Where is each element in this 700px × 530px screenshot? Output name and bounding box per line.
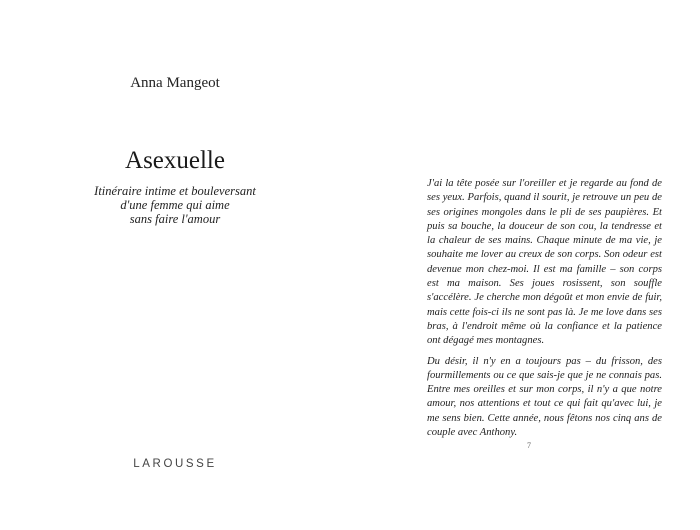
subtitle-line: Itinéraire intime et bouleversant [94,184,256,198]
subtitle-line: d'une femme qui aime [120,198,230,212]
subtitle-line: sans faire l'amour [129,212,221,226]
paragraph: Du désir, il n'y en a toujours pas – du frisson, des fourmillements ou ce que sais-je que je ne connais pas. Entre mes oreilles et sur mon corps, il n'y a que notre amour, nos attentions et tout ce qui fait qu'avec lui, je me sens bien. Cette année, nous fêtons nos cinq ans de couple avec Anthony. [427,355,662,439]
book-title: Asexuelle [125,147,225,174]
paragraph: J'ai la tête posée sur l'oreiller et je regarde au fond de ses yeux. Parfois, quand il sourit, je retrouve un peu de ses origines mongoles dans le pli de ses paupières. Et puis sa bouche, la douceur de son cou, la tendresse et la chaleur de ses mains. Chaque minute de ma vie, je souhaite me lover au creux de son corps. Son odeur est devenue mon chez-moi. Il est ma famille – son corps est ma maison. Ses joues rosissent, son souffle s'accélère. Je cherche mon dégoût et mon envie de fuir, mais cette fois-ci ils ne sont pas là. Je me love dans ses bras, à l'endroit même où la confiance et la patience ont dégagé mes montagnes. [427,178,662,347]
body-text [427,177,662,446]
text-page [350,0,700,530]
publisher-name: LAROUSSE [133,458,217,470]
page-number: 7 [527,441,531,450]
author-name: Anna Mangeot [130,75,220,91]
book-subtitle [0,184,350,226]
